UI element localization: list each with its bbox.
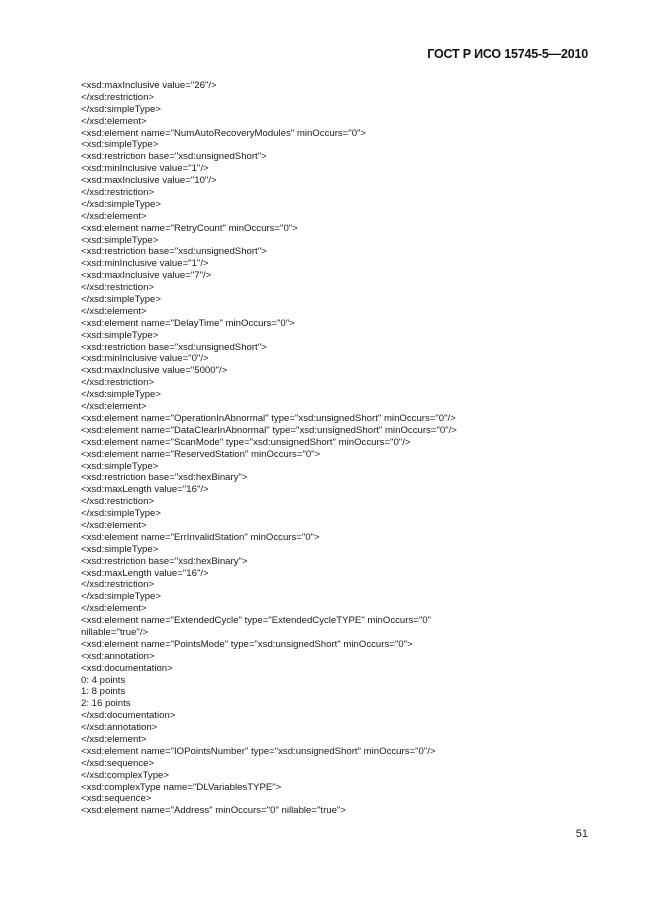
- code-line: <xsd:simpleType>: [81, 139, 159, 151]
- code-line: </xsd:restriction>: [81, 91, 155, 103]
- code-line: <xsd:element name="ScanMode" type="xsd:unsignedShort" minOccurs="0"/>: [81, 436, 411, 448]
- code-line: </xsd:element>: [81, 733, 147, 745]
- code-line: <xsd:element name="ReservedStation" minOccurs="0">: [81, 448, 321, 460]
- code-line: <xsd:simpleType>: [81, 329, 159, 341]
- code-line: </xsd:element>: [81, 210, 147, 222]
- code-line: <xsd:element name="OperationInAbnormal" type="xsd:unsignedShort" minOccurs="0"/>: [81, 412, 456, 424]
- code-line: </xsd:simpleType>: [81, 294, 161, 306]
- code-line: <xsd:element name="DataClearInAbnormal" type="xsd:unsignedShort" minOccurs="0"/>: [81, 424, 457, 436]
- code-line: </xsd:restriction>: [81, 496, 155, 508]
- document-standard-header: ГОСТ Р ИСО 15745-5—2010: [427, 47, 588, 61]
- code-line: <xsd:documentation>: [81, 662, 173, 674]
- code-line: <xsd:maxInclusive value="7"/>: [81, 270, 212, 282]
- code-line: 1: 8 points: [81, 686, 126, 698]
- code-line: nillable="true"/>: [81, 626, 149, 638]
- code-line: </xsd:restriction>: [81, 579, 155, 591]
- code-line: </xsd:element>: [81, 603, 147, 615]
- code-line: </xsd:element>: [81, 401, 147, 413]
- code-line: </xsd:annotation>: [81, 722, 158, 734]
- code-line: </xsd:simpleType>: [81, 389, 161, 401]
- code-line: <xsd:annotation>: [81, 650, 155, 662]
- code-line: <xsd:element name="DelayTime" minOccurs="0">: [81, 317, 295, 329]
- code-line: </xsd:sequence>: [81, 757, 155, 769]
- code-line: <xsd:element name="PointsMode" type="xsd:unsignedShort" minOccurs="0">: [81, 638, 413, 650]
- code-line: <xsd:maxLength value="16"/>: [81, 484, 209, 496]
- code-line: </xsd:simpleType>: [81, 103, 161, 115]
- code-line: 0: 4 points: [81, 674, 126, 686]
- code-line: </xsd:simpleType>: [81, 591, 161, 603]
- code-line: </xsd:restriction>: [81, 282, 155, 294]
- code-line: <xsd:element name="IOPointsNumber" type="xsd:unsignedShort" minOccurs="0"/>: [81, 745, 436, 757]
- code-line: <xsd:maxInclusive value="26"/>: [81, 80, 217, 91]
- code-line: <xsd:restriction base="xsd:unsignedShort">: [81, 246, 267, 258]
- code-line: <xsd:sequence>: [81, 793, 152, 805]
- code-line: <xsd:minInclusive value="0"/>: [81, 353, 209, 365]
- code-line: </xsd:complexType>: [81, 769, 169, 781]
- code-line: <xsd:minInclusive value="1"/>: [81, 258, 209, 270]
- code-line: <xsd:element name="NumAutoRecoveryModules" minOccurs="0">: [81, 127, 367, 139]
- code-line: <xsd:simpleType>: [81, 234, 159, 246]
- code-line: <xsd:maxInclusive value="5000"/>: [81, 365, 228, 377]
- code-line: <xsd:maxInclusive value="10"/>: [81, 175, 217, 187]
- xml-schema-code-block: [81, 80, 581, 817]
- code-line: <xsd:restriction base="xsd:hexBinary">: [81, 555, 248, 567]
- code-line: <xsd:restriction base="xsd:unsignedShort">: [81, 341, 267, 353]
- code-line: <xsd:maxLength value="16"/>: [81, 567, 209, 579]
- code-line: <xsd:minInclusive value="1"/>: [81, 163, 209, 175]
- code-line: <xsd:restriction base="xsd:unsignedShort">: [81, 151, 267, 163]
- code-line: </xsd:simpleType>: [81, 198, 161, 210]
- code-line: <xsd:element name="Address" minOccurs="0" nillable="true">: [81, 805, 346, 817]
- code-line: </xsd:element>: [81, 519, 147, 531]
- code-line: </xsd:element>: [81, 115, 147, 127]
- code-line: </xsd:simpleType>: [81, 508, 161, 520]
- code-line: <xsd:complexType name="DLVariablesTYPE">: [81, 781, 282, 793]
- code-line: <xsd:simpleType>: [81, 543, 159, 555]
- code-line: <xsd:element name="ExtendedCycle" type="ExtendedCycleTYPE" minOccurs="0": [81, 615, 431, 627]
- code-line: </xsd:documentation>: [81, 710, 176, 722]
- code-line: </xsd:restriction>: [81, 377, 155, 389]
- code-line: </xsd:element>: [81, 305, 147, 317]
- code-line: <xsd:simpleType>: [81, 460, 159, 472]
- code-line: <xsd:element name="RetryCount" minOccurs="0">: [81, 222, 298, 234]
- code-line: <xsd:element name="ErrInvalidStation" minOccurs="0">: [81, 531, 320, 543]
- code-line: </xsd:restriction>: [81, 187, 155, 199]
- page-number: 51: [575, 828, 588, 840]
- code-line: <xsd:restriction base="xsd:hexBinary">: [81, 472, 248, 484]
- code-line: 2: 16 points: [81, 698, 131, 710]
